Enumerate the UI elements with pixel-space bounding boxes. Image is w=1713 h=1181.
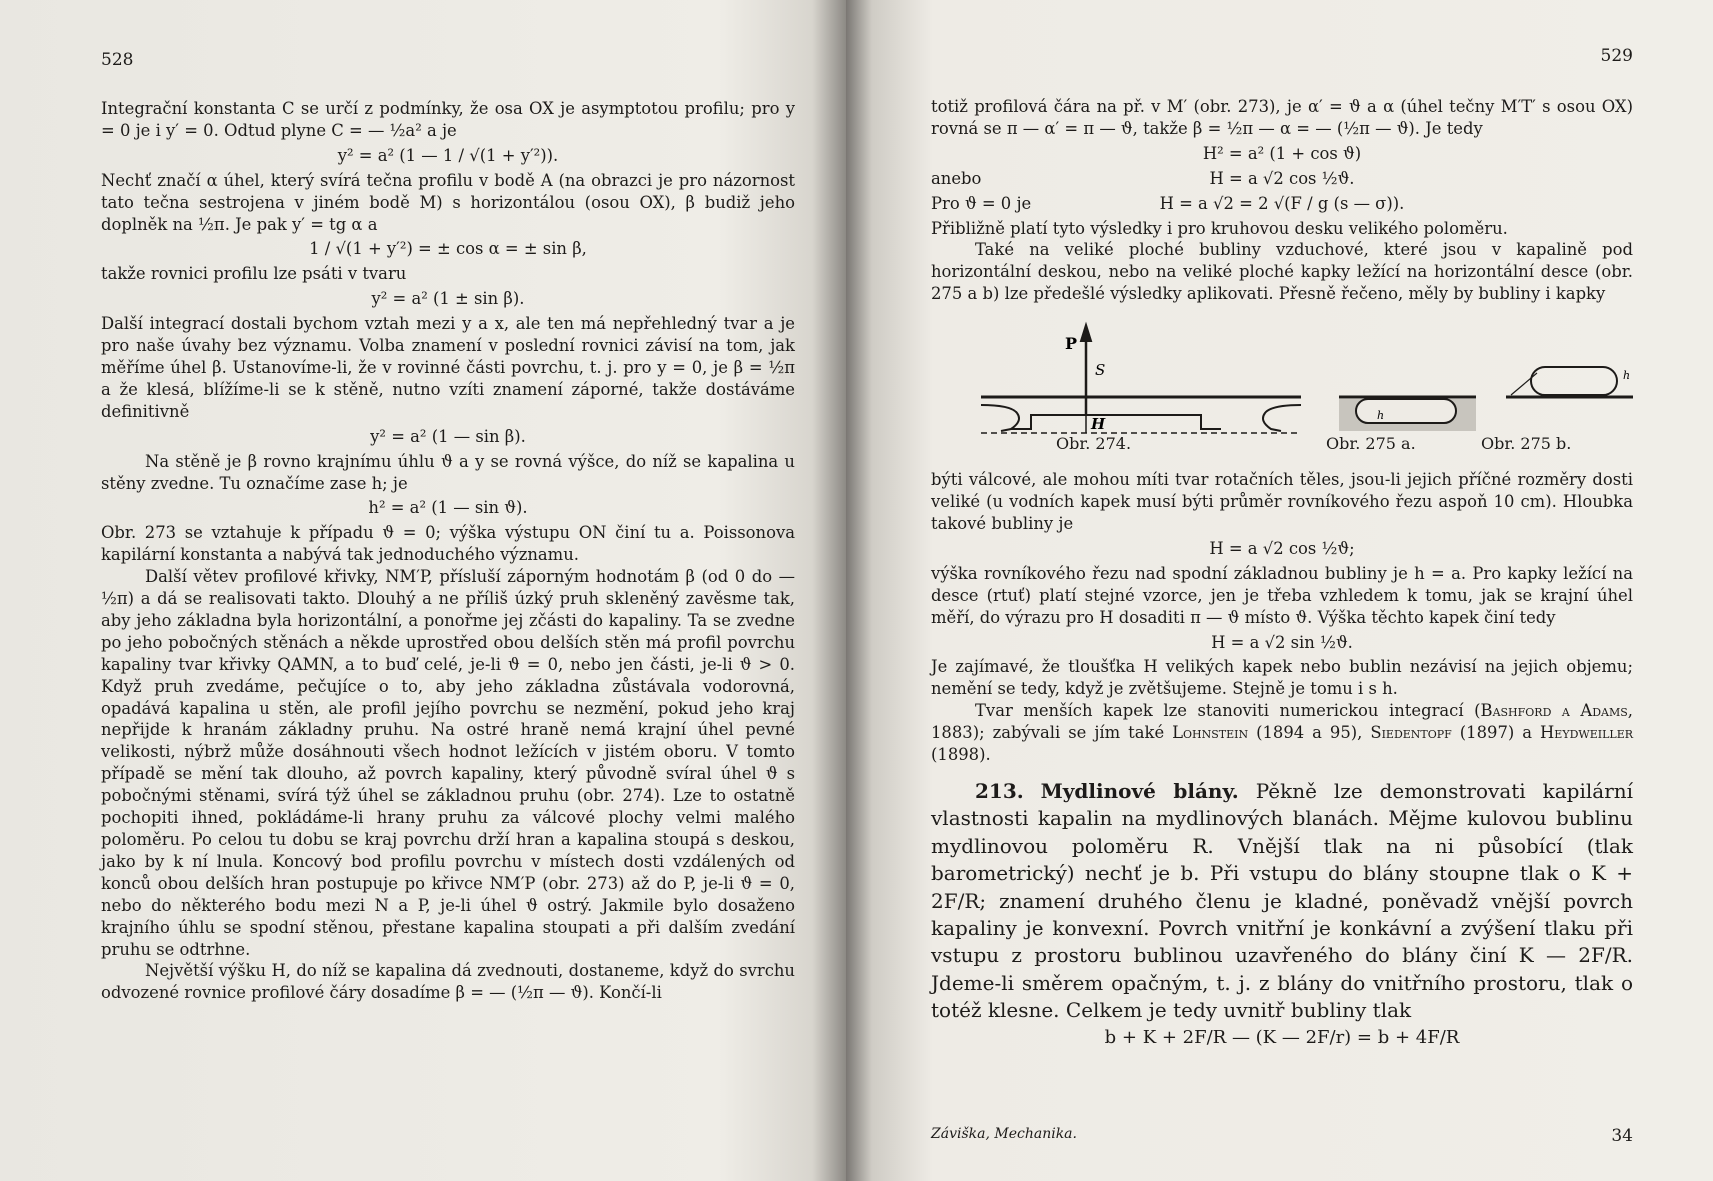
paragraph: Přibližně platí tyto výsledky i pro kruhovou desku velikého poloměru. [931, 218, 1508, 238]
figure-274 [981, 325, 1301, 433]
figure-caption: Obr. 274. [1056, 434, 1132, 454]
text-span: Tvar menších kapek lze stanoviti numerickou integrací ( [975, 701, 1481, 721]
text-span: (1898). [931, 745, 991, 765]
paragraph: takže rovnici profilu lze psáti v tvaru [101, 264, 407, 284]
author-name: Lohnstein [1172, 723, 1249, 743]
figure-275a [1339, 397, 1476, 431]
section-number: 213. [975, 778, 1024, 803]
label-anebo: anebo [931, 168, 982, 188]
equation: H = a √2 = 2 √(F / g (s — σ)). [1159, 193, 1405, 213]
paragraph: Obr. 273 se vztahuje k případu ϑ = 0; výška výstupu ON činí tu a. Poissonova kapilární konstanta a nabývá tak jednoduchého významu. [101, 523, 795, 565]
equation: y² = a² (1 — 1 / √(1 + y′²)). [337, 145, 559, 165]
paragraph: býti válcové, ale mohou míti tvar rotačních těles, jsou-li jejich příčné rozměry dosti veliké (u vodních kapek musí býti průměr rovníkového řezu aspoň 10 cm). Hloubka takové bubliny je [931, 470, 1633, 533]
equation: H = a √2 cos ½ϑ. [1209, 168, 1355, 188]
equation: b + K + 2F/R — (K — 2F/r) = b + 4F/R [1104, 1026, 1460, 1048]
page-text [931, 96, 1633, 1052]
page-footer [931, 1126, 1633, 1146]
page-number: 528 [101, 50, 134, 70]
text-span: (1897) a [1451, 723, 1540, 743]
paragraph: Také na veliké ploché bubliny vzduchové, které jsou v kapalině pod horizontální deskou, nebo na veliké ploché kapky ležící na horizontální desce (obr. 275 a b) lze předešlé výsledky aplikovati. Přesně řečeno, měly by bubliny i kapky [931, 240, 1633, 304]
paragraph: Je zajímavé, že tloušťka H velikých kapek nebo bublin nezávisí na jejich objemu; nemění se tedy, když je zvětšujeme. Stejně je tomu i s h. [931, 657, 1633, 699]
equation: h² = a² (1 — sin ϑ). [368, 498, 528, 518]
equation: H = a √2 sin ½ϑ. [1211, 632, 1353, 652]
author-name: Bashford a Adams [1480, 701, 1628, 721]
left-page [0, 0, 846, 1181]
page-number: 529 [1600, 46, 1633, 66]
author-name: Heydweiller [1540, 723, 1634, 743]
figure-caption: Obr. 275 b. [1481, 434, 1572, 454]
paragraph: Nechť značí α úhel, který svírá tečna profilu v bodě A (na obrazci je pro názornost tato tečna sestrojena v jiném bodě M) s horizontálou (osou OX), β budiž jeho doplněk na ½π. Je pak y′ = tg α a [101, 170, 795, 234]
label-h-275b: h [1623, 369, 1631, 383]
label-P: P [1065, 334, 1078, 354]
page-text [101, 98, 795, 1004]
equation-row [931, 193, 1633, 215]
label-h-275a: h [1377, 409, 1385, 423]
right-page [846, 0, 1713, 1181]
equation: y² = a² (1 ± sin β). [371, 289, 525, 309]
paragraph: Další integrací dostali bychom vztah mezi y a x, ale ten má nepřehledný tvar a je pro naše úvahy bez významu. Volba znamení v poslední rovnici závisí na tom, jak měříme úhel β. Ustanovíme-li, že v rovinné části povrchu, t. j. pro y = 0, je β = ½π a že klesá, blížíme-li se k stěně, nutno vzíti znamení záporné, takže dostáváme definitivně [101, 314, 795, 421]
section-paragraph [931, 778, 1633, 1025]
paragraph: Největší výšku H, do níž se kapalina dá zvednouti, dostaneme, když do svrchu odvozené rovnice profilové čáry dosadíme β = — (½π — ϑ). Končí-li [101, 961, 795, 1003]
equation: y² = a² (1 — sin β). [370, 426, 526, 446]
paragraph: Integrační konstanta C se určí z podmínky, že osa OX je asymptotou profilu; pro y = 0 je i y′ = 0. Odtud plyne C = — ½a² a je [101, 99, 795, 140]
text-span: , 1883); zabývali se jím také [931, 701, 1634, 743]
label-pro: Pro ϑ = 0 je [931, 193, 1032, 213]
signature-number: 34 [1611, 1126, 1633, 1146]
label-H: H [1091, 415, 1106, 434]
figure-275b [1506, 367, 1633, 397]
figure-caption: Obr. 275 a. [1326, 434, 1416, 454]
section-title: Mydlinové blány. [1040, 778, 1239, 803]
label-S: S [1095, 361, 1106, 380]
author-name: Siedentopf [1370, 723, 1452, 743]
paragraph: výška rovníkového řezu nad spodní základnou bubliny je h = a. Pro kapky ležící na desce (rtuť) platí stejné vzorce, jen je třeba vzhledem k tomu, jak se krajní úhel měří, do výrazu pro H dosaditi π — ϑ místo ϑ. Výška těchto kapek činí tedy [931, 563, 1633, 627]
paragraph: Další větev profilové křivky, NM′P, přísluší záporným hodnotám β (od 0 do — ½π) a dá se realisovati takto. Dlouhý a ne příliš úzký pruh skleněný zavěsme tak, aby jeho základna byla horizontální, a ponořme jej zčásti do kapaliny. Ta se zvedne po jeho pobočných stěnách a někde uprostřed obou delších stěn má profil povrchu kapaliny tvar křivky QAMN, a to buď celé, je-li ϑ = 0, nebo jen části, je-li ϑ > 0. Když pruh zvedáme, pečujíce o to, aby jeho základna zůstávala vodorovná, opadává kapalina u stěn, ale profil jejího povrchu se nezmění, pokud jeho kraj nepřijde k hranám základny pruhu. Na ostré hraně nemá krajní úhel pevné velikosti, nýbrž může dosáhnouti všech hodnot ležících v jistém oboru. V tomto případě se mění tak dlouho, až povrch kapaliny, který původně svíral úhel ϑ s pobočnými stěnami, svírá týž úhel se základnou pruhu (obr. 274). Lze to ostatně pochopiti ihned, pokládáme-li hrany pruhu za válcové plochy velmi malého poloměru. Po celou tu dobu se kraj povrchu drží hran a kapalina stoupá s deskou, jako by k ní lnula. Koncový bod profilu povrchu v místech dosti vzdálených od konců obou delších hran postupuje po křivce NM′P (obr. 273) až do P, je-li ϑ = 0, nebo do některého bodu mezi N a P, je-li úhel ϑ ostrý. Jakmile bylo dosaženo krajního úhlu se spodní stěnou, přestane kapalina stoupati a při dalším zvedání pruhu se odtrhne. [101, 567, 795, 959]
paragraph: Na stěně je β rovno krajnímu úhlu ϑ a y se rovná výšce, do níž se kapalina u stěny zvedne. Tu označíme zase h; je [101, 451, 795, 493]
equation-row [931, 168, 1633, 190]
section-text: Pěkně lze demonstrovati kapilární vlastnosti kapalin na mydlinových blanách. Mějme kulovou bublinu mydlinovou poloměru R. Vnější tlak na ni působící (tlak barometrický) nechť je b. Při vstupu do blány stoupne tlak o K + 2F/R; znamení druhého členu je kladné, poněvadž vnější povrch kapaliny je konvexní. Povrch vnitřní je konkávní a zvýšení tlaku při vstupu z prostoru bublinou uzavřeného do blány činí K — 2F/R. Jdeme-li směrem opačným, t. j. z blány do vnitřního prostoru, tlak o totéž klesne. Celkem je tedy uvnitř bubliny tlak [931, 778, 1634, 1023]
paragraph [931, 700, 1633, 766]
equation: H² = a² (1 + cos ϑ) [1202, 143, 1362, 163]
text-span: (1894 a 95), [1248, 723, 1371, 743]
footer-text: Záviška, Mechanika. [931, 1126, 1077, 1142]
paragraph: totiž profilová čára na př. v M′ (obr. 273), je α′ = ϑ a α (úhel tečny M′T′ s osou OX) rovná se π — α′ = π — ϑ, takže β = ½π — α = — (½π — ϑ). Je tedy [931, 97, 1633, 138]
equation: 1 / √(1 + y′²) = ± cos α = ± sin β, [309, 239, 587, 259]
equation: H = a √2 cos ½ϑ; [1209, 538, 1355, 558]
figures [931, 313, 1633, 463]
